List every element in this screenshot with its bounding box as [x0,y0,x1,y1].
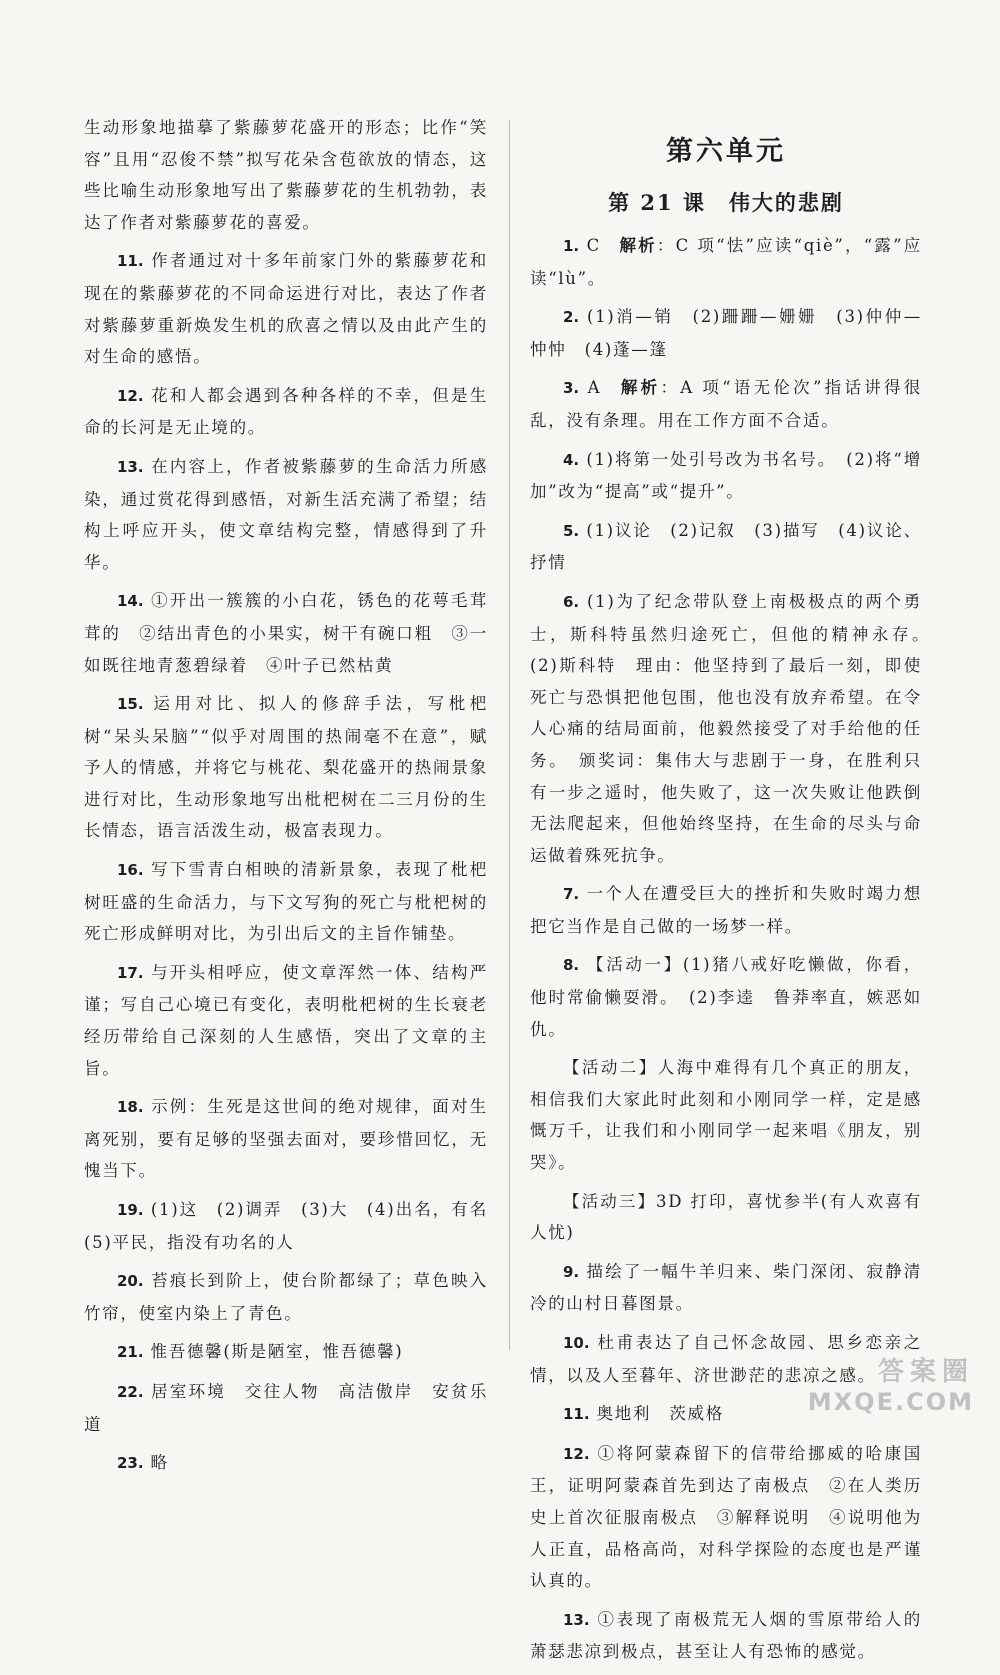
answer-item [530,878,922,942]
answer-number: 13. [117,457,144,476]
answer-item [530,1604,922,1668]
answer-number: 9. [563,1262,580,1281]
answer-text: 【活动二】人海中难得有几个真正的朋友，相信我们大家此时此刻和小刚同学一样，定是感慨万千，让我们和小刚同学一起来唱《朋友，别哭》。 [530,1058,922,1173]
answer-number: 19. [117,1201,144,1219]
answer-number: 3. [563,379,580,398]
answer-choice: A [587,378,602,398]
answer-item [530,1438,922,1597]
answer-item [84,957,488,1084]
answer-text: (1)为了纪念带队登上南极极点的两个勇士，斯科特虽然归途死亡，但他的精神永存。 (2)斯科特 理由：他坚持到了最后一刻，即使死亡与恐惧把他包围，他也没有放弃希望。在令人心痛的结局面前，他毅然接受了对手给他的任务。 颁奖词：集伟大与悲剧于一身，在胜利只有一步之遥时，他失败了，这一次失败让他跌倒无法爬起来，但他始终坚持，在生命的尽头与命运做着殊死抗争。 [530,591,941,865]
answer-text: 与开头相呼应，使文章浑然一体、结构严谨；写自己心境已有变化，表明枇杷树的生长衰老经历带给自己深刻的人生感悟，突出了文章的主旨。 [84,962,488,1078]
answer-number: 7. [563,885,580,904]
answer-item [530,444,922,508]
answer-item [84,1447,488,1480]
answer-number: 16. [117,861,144,880]
answer-number: 10. [563,1334,590,1352]
left-column [84,112,507,1487]
answer-item [530,230,922,294]
answer-item [530,372,922,436]
answer-text: ：C 项“怯”应读“qiè”，“露”应读“lù”。 [530,236,922,288]
answer-text: (1)议论 (2)记叙 (3)描写 (4)议论、抒情 [530,520,922,573]
answer-item [530,586,941,871]
answer-text: ①表现了南极荒无人烟的雪原带给人的萧瑟悲凉到极点，甚至让人有恐怖的感觉。 [530,1609,922,1662]
answer-number: 15. [117,695,144,714]
answer-text: ：A 项“语无伦次”指话讲得很乱，没有条理。用在工作方面不合适。 [530,378,922,430]
answer-number: 5. [563,521,580,540]
answer-number: 23. [117,1454,144,1473]
answer-number: 1. [563,237,580,255]
watermark-url: MXQE.COM [807,1388,974,1416]
answer-item [530,301,922,365]
answer-text: ①将阿蒙森留下的信带给挪威的哈康国王，证明阿蒙森首先到达了南极点 ②在人类历史上首次征服南极点 ③解释说明 ④说明他为人正直，品格高尚，对科学探险的态度也是严谨认真的。 [530,1443,922,1591]
answer-text: 作者通过对十多年前家门外的紫藤萝花和现在的紫藤萝花的不同命运进行对比，表达了作者对紫藤萝重新焕发生机的欣喜之情以及由此产生的对生命的感悟。 [84,251,488,367]
answer-text: (1)消—销 (2)跚跚—姗姗 (3)仲仲—忡忡 (4)蓬—篷 [530,307,922,359]
answer-number: 18. [117,1098,144,1117]
watermark-logo [808,1351,974,1416]
answer-text: 在内容上，作者被紫藤萝的生命活力所感染，通过赏花得到感悟，对新生活充满了希望；结构上呼应开头，使文章结构完整，情感得到了升华。 [84,456,488,572]
answer-item [84,688,488,847]
answer-number: 20. [117,1272,144,1291]
answer-text: 运用对比、拟人的修辞手法，写枇杷树“呆头呆脑”“似乎对周围的热闹毫不在意”，赋予人的情感，并将它与桃花、梨花盛开的热闹景象进行对比，生动形象地写出枇杷树在二三月份的生长情态，语言活泼生动，极富表现力。 [84,694,488,841]
answer-number: 12. [117,386,144,405]
answer-text: 花和人都会遇到各种各样的不幸，但是生命的长河是无止境的。 [84,385,488,438]
answer-number: 8. [563,956,580,975]
answer-item [84,585,488,681]
answer-item [530,1052,922,1178]
answer-item [84,1091,488,1187]
answer-text: (1)这 (2)调弄 (3)大 (4)出名，有名 (5)平民，指没有功名的人 [84,1200,507,1252]
answer-text: 惟吾德馨(斯是陋室，惟吾德馨) [150,1342,404,1362]
answer-item [530,1256,922,1320]
answer-number: 12. [563,1444,590,1463]
answer-number: 4. [563,450,580,469]
answer-text: 一个人在遭受巨大的挫折和失败时竭力想把它当作是自己做的一场梦一样。 [530,884,922,936]
answer-text: 【活动一】(1)猪八戒好吃懒做，你看，他时常偷懒耍滑。 (2)李逵 鲁莽率直，嫉恶如仇。 [530,955,922,1039]
answer-text: (1)将第一处引号改为书名号。 (2)将“增加”改为“提高”或“提升”。 [530,449,922,502]
analysis-label: 解析 [619,378,661,398]
answer-text: 写下雪青白相映的清新景象，表现了枇杷树旺盛的生命活力，与下文写狗的死亡与枇杷树的死亡形成鲜明对比，为引出后文的主旨作铺垫。 [84,860,488,944]
lesson-title: 第 21 课 伟大的悲剧 [608,190,844,215]
answer-number: 11. [117,252,144,271]
answer-item [84,1336,488,1369]
answer-text: 描绘了一幅牛羊归来、柴门深闭、寂静清冷的山村日暮图景。 [530,1261,922,1314]
answer-text: 略 [150,1453,169,1473]
answer-item [530,515,922,579]
answer-text: 奥地利 茨威格 [596,1404,724,1424]
answer-item [84,245,488,372]
answer-number: 14. [117,592,144,611]
answer-item [530,949,922,1045]
answer-number: 2. [563,308,580,327]
answer-item [530,1186,922,1249]
answer-text: 苔痕长到阶上，使台阶都绿了；草色映入竹帘，使室内染上了青色。 [84,1271,488,1323]
column-divider [509,120,510,1350]
answer-number: 6. [563,592,580,611]
answer-item [84,451,488,578]
answer-text: 示例：生死是这世间的绝对规律，面对生离死别，要有足够的坚强去面对，要珍惜回忆，无愧当下。 [84,1097,488,1181]
answer-number: 11. [563,1405,590,1424]
analysis-label: 解析 [618,236,657,255]
answer-text: ①开出一簇簇的小白花，锈色的花萼毛茸茸的 ②结出青色的小果实，树干有碗口粗 ③一如既往地青葱碧绿着 ④叶子已然枯黄 [84,591,488,675]
answer-item [84,854,488,950]
continued-answer: 生动形象地描摹了紫藤萝花盛开的形态；比作“笑容”且用“忍俊不禁”拟写花朵含苞欲放的情态，这些比喻生动形象地写出了紫藤萝花的生机勃勃，表达了作者对紫藤萝花的喜爱。 [84,118,488,232]
answer-text: 居室环境 交往人物 高洁傲岸 安贫乐道 [84,1381,488,1434]
answer-item [84,1194,507,1258]
answer-item [84,1265,488,1329]
watermark-text: 答案圈 [877,1357,974,1387]
answer-number: 17. [117,963,144,982]
unit-title: 第六单元 [666,136,786,167]
answer-text: 【活动三】3D 打印，喜忧参半(有人欢喜有人忧) [530,1191,922,1243]
answer-number: 22. [117,1382,144,1401]
left-answers [84,245,507,1479]
answer-item [84,1376,488,1440]
answer-choice: C [586,236,601,255]
answer-text: 杜甫表达了自己怀念故园、思乡恋亲之情，以及人至暮年、济世渺茫的悲凉之感。 [530,1333,922,1385]
answer-number: 21. [117,1343,144,1362]
answer-number: 13. [563,1610,590,1629]
answer-item [84,380,488,444]
